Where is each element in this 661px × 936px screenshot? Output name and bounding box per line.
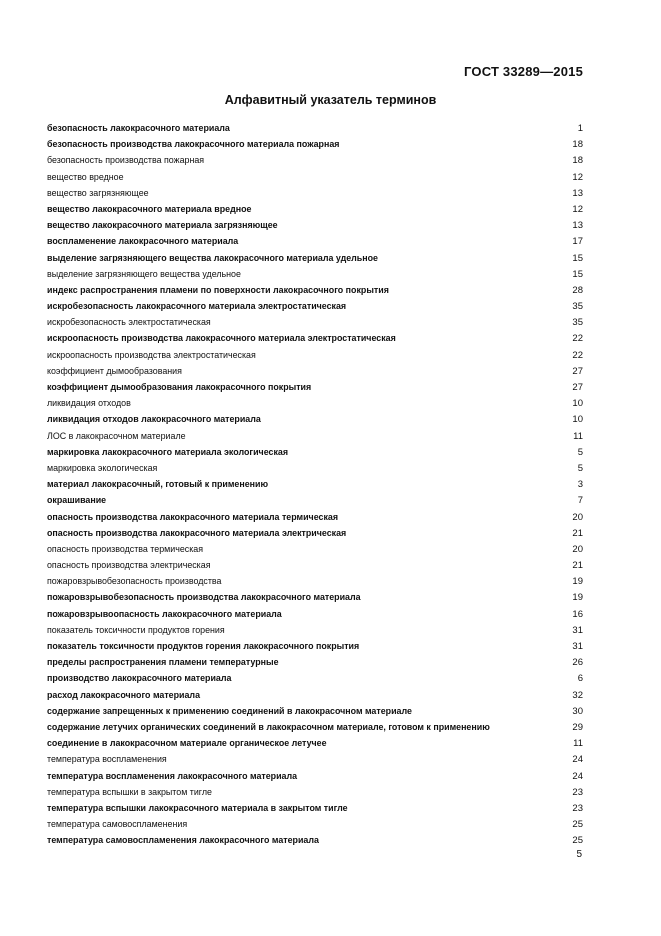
- index-term: безопасность производства пожарная: [47, 155, 205, 166]
- index-term: ликвидация отходов: [47, 398, 131, 409]
- index-term: маркировка лакокрасочного материала экологическая: [47, 446, 289, 457]
- index-term: искробезопасность электростатическая: [47, 317, 211, 328]
- index-entry: [47, 363, 583, 379]
- index-page-ref: 16: [572, 608, 583, 620]
- index-page-ref: 31: [572, 641, 583, 652]
- index-term: выделение загрязняющего вещества удельное: [47, 268, 241, 279]
- index-entry: [47, 492, 583, 508]
- index-term: показатель токсичности продуктов горения лакокрасочного покрытия: [47, 641, 360, 651]
- index-entry: [47, 589, 583, 605]
- index-entry: [47, 233, 583, 249]
- index-term: температура самовоспламенения лакокрасочного материала: [47, 835, 319, 846]
- index-page-ref: 15: [572, 252, 583, 264]
- index-term: ликвидация отходов лакокрасочного материала: [47, 414, 261, 425]
- index-term: пределы распространения пламени температурные: [47, 657, 279, 668]
- index-page-ref: 21: [572, 527, 583, 539]
- index-entry: [47, 282, 583, 298]
- index-page-ref: 5: [577, 446, 583, 458]
- page-number: 5: [576, 849, 582, 860]
- index-term: опасность производства лакокрасочного материала термическая: [47, 511, 339, 522]
- index-term: пожаровзрывоопасность лакокрасочного материала: [47, 608, 282, 619]
- index-page-ref: 23: [572, 786, 583, 798]
- index-entry: [47, 557, 583, 573]
- index-term: маркировка экологическая: [47, 462, 158, 473]
- index-title: Алфавитный указатель терминов: [224, 93, 437, 107]
- index-entry: [47, 120, 583, 136]
- index-page-ref: 19: [572, 576, 583, 588]
- index-page-ref: 35: [572, 301, 583, 313]
- index-entry: [47, 800, 583, 816]
- index-term: температура самовоспламенения: [47, 819, 188, 830]
- index-term: температура вспышки в закрытом тигле: [47, 786, 212, 797]
- index-page-ref: 25: [572, 819, 583, 831]
- index-term: воспламенение лакокрасочного материала: [47, 236, 239, 247]
- index-term: безопасность лакокрасочного материала: [47, 123, 230, 133]
- index-page-ref: 24: [572, 754, 583, 766]
- index-page-ref: 13: [572, 220, 583, 232]
- index-entry: [47, 379, 583, 395]
- index-page-ref: 10: [572, 414, 583, 426]
- index-term: вещество лакокрасочного материала вредное: [47, 203, 252, 214]
- index-page-ref: 32: [572, 689, 583, 701]
- index-page-ref: 13: [572, 187, 583, 199]
- index-entry: [47, 525, 583, 541]
- index-entry: [47, 460, 583, 476]
- index-term: температура воспламенения: [47, 754, 167, 765]
- index-entry: [47, 509, 583, 525]
- index-page-ref: 22: [572, 349, 583, 361]
- index-page-ref: 12: [572, 171, 583, 183]
- index-page-ref: 26: [572, 657, 583, 669]
- index-entry: [47, 832, 583, 848]
- index-term: температура воспламенения лакокрасочного материала: [47, 770, 298, 781]
- index-page-ref: 11: [573, 430, 583, 442]
- index-term: коэффициент дымообразования лакокрасочного покрытия: [47, 382, 312, 392]
- index-entry: [47, 266, 583, 282]
- index-page-ref: 27: [572, 365, 583, 377]
- index-page-ref: 19: [572, 592, 583, 604]
- index-entry: [47, 735, 583, 751]
- index-entry: [47, 606, 583, 622]
- index-term: соединение в лакокрасочном материале органическое летучее: [47, 738, 327, 749]
- index-term: пожаровзрывобезопасность производства: [47, 576, 222, 587]
- index-page-ref: 18: [572, 139, 583, 151]
- index-entry: [47, 201, 583, 217]
- index-term: содержание летучих органических соединений в лакокрасочном материале, готовом к применению: [47, 721, 490, 732]
- index-term: опасность производства термическая: [47, 543, 204, 554]
- index-page-ref: 17: [572, 236, 583, 248]
- index-term: искроопасность производства электростатическая: [47, 349, 256, 360]
- index-page-ref: 28: [572, 284, 583, 296]
- index-term: вещество вредное: [47, 171, 124, 182]
- index-page-ref: 35: [572, 317, 583, 329]
- index-entry: [47, 330, 583, 346]
- index-entry: [47, 687, 583, 703]
- term-index-list: [47, 120, 583, 848]
- index-entry: [47, 670, 583, 686]
- index-term: показатель токсичности продуктов горения: [47, 624, 225, 635]
- index-entry: [47, 314, 583, 330]
- index-page-ref: 30: [572, 705, 583, 717]
- index-page-ref: 6: [577, 673, 583, 685]
- index-term: индекс распространения пламени по поверхности лакокрасочного покрытия: [47, 284, 389, 295]
- index-page-ref: 18: [572, 155, 583, 167]
- index-entry: [47, 816, 583, 832]
- index-entry: [47, 169, 583, 185]
- index-entry: [47, 768, 583, 784]
- index-entry: [47, 185, 583, 201]
- index-page-ref: 21: [572, 560, 583, 572]
- index-page-ref: 11: [573, 738, 583, 750]
- index-term: искробезопасность лакокрасочного материала электростатическая: [47, 301, 347, 312]
- index-term: окрашивание: [47, 495, 107, 506]
- index-page-ref: 12: [572, 203, 583, 215]
- index-page-ref: 23: [572, 802, 583, 814]
- index-term: безопасность производства лакокрасочного материала пожарная: [47, 139, 340, 150]
- index-term: производство лакокрасочного материала: [47, 673, 232, 684]
- index-entry: [47, 152, 583, 168]
- index-term: материал лакокрасочный, готовый к применению: [47, 479, 269, 490]
- index-term: вещество лакокрасочного материала загрязняющее: [47, 220, 278, 231]
- index-term: коэффициент дымообразования: [47, 365, 182, 376]
- index-entry: [47, 638, 583, 654]
- index-term: расход лакокрасочного материала: [47, 689, 201, 700]
- index-entry: [47, 719, 583, 735]
- index-page-ref: 24: [572, 770, 583, 782]
- index-entry: [47, 411, 583, 427]
- index-page-ref: 22: [572, 333, 583, 345]
- index-entry: [47, 347, 583, 363]
- index-page-ref: 7: [577, 495, 583, 507]
- index-page-ref: 5: [577, 462, 583, 474]
- index-page-ref: 20: [572, 543, 583, 555]
- index-entry: [47, 476, 583, 492]
- index-entry: [47, 428, 583, 444]
- index-entry: [47, 395, 583, 411]
- index-entry: [47, 541, 583, 557]
- index-entry: [47, 444, 583, 460]
- index-page-ref: 25: [572, 835, 583, 847]
- index-term: температура вспышки лакокрасочного материала в закрытом тигле: [47, 802, 348, 813]
- index-term: опасность производства электрическая: [47, 560, 211, 571]
- index-term: опасность производства лакокрасочного материала электрическая: [47, 527, 347, 538]
- index-entry: [47, 217, 583, 233]
- index-entry: [47, 784, 583, 800]
- index-entry: [47, 751, 583, 767]
- index-page-ref: 29: [572, 721, 583, 733]
- index-entry: [47, 298, 583, 314]
- index-entry: [47, 703, 583, 719]
- index-term: ЛОС в лакокрасочном материале: [47, 430, 186, 441]
- index-term: пожаровзрывобезопасность производства лакокрасочного материала: [47, 592, 361, 603]
- index-page-ref: 15: [572, 268, 583, 280]
- index-page-ref: 10: [572, 398, 583, 410]
- index-entry: [47, 654, 583, 670]
- index-term: выделение загрязняющего вещества лакокрасочного материала удельное: [47, 252, 378, 263]
- index-term: содержание запрещенных к применению соединений в лакокрасочном материале: [47, 705, 412, 716]
- index-term: вещество загрязняющее: [47, 187, 149, 198]
- index-entry: [47, 250, 583, 266]
- index-page-ref: 3: [577, 479, 583, 491]
- index-page-ref: 31: [572, 624, 583, 636]
- index-entry: [47, 136, 583, 152]
- index-page-ref: 1: [577, 123, 583, 134]
- index-entry: [47, 573, 583, 589]
- index-page-ref: 20: [572, 511, 583, 523]
- index-entry: [47, 622, 583, 638]
- index-term: искроопасность производства лакокрасочного материала электростатическая: [47, 333, 396, 344]
- document-identifier: ГОСТ 33289—2015: [464, 64, 583, 79]
- index-page-ref: 27: [572, 382, 583, 393]
